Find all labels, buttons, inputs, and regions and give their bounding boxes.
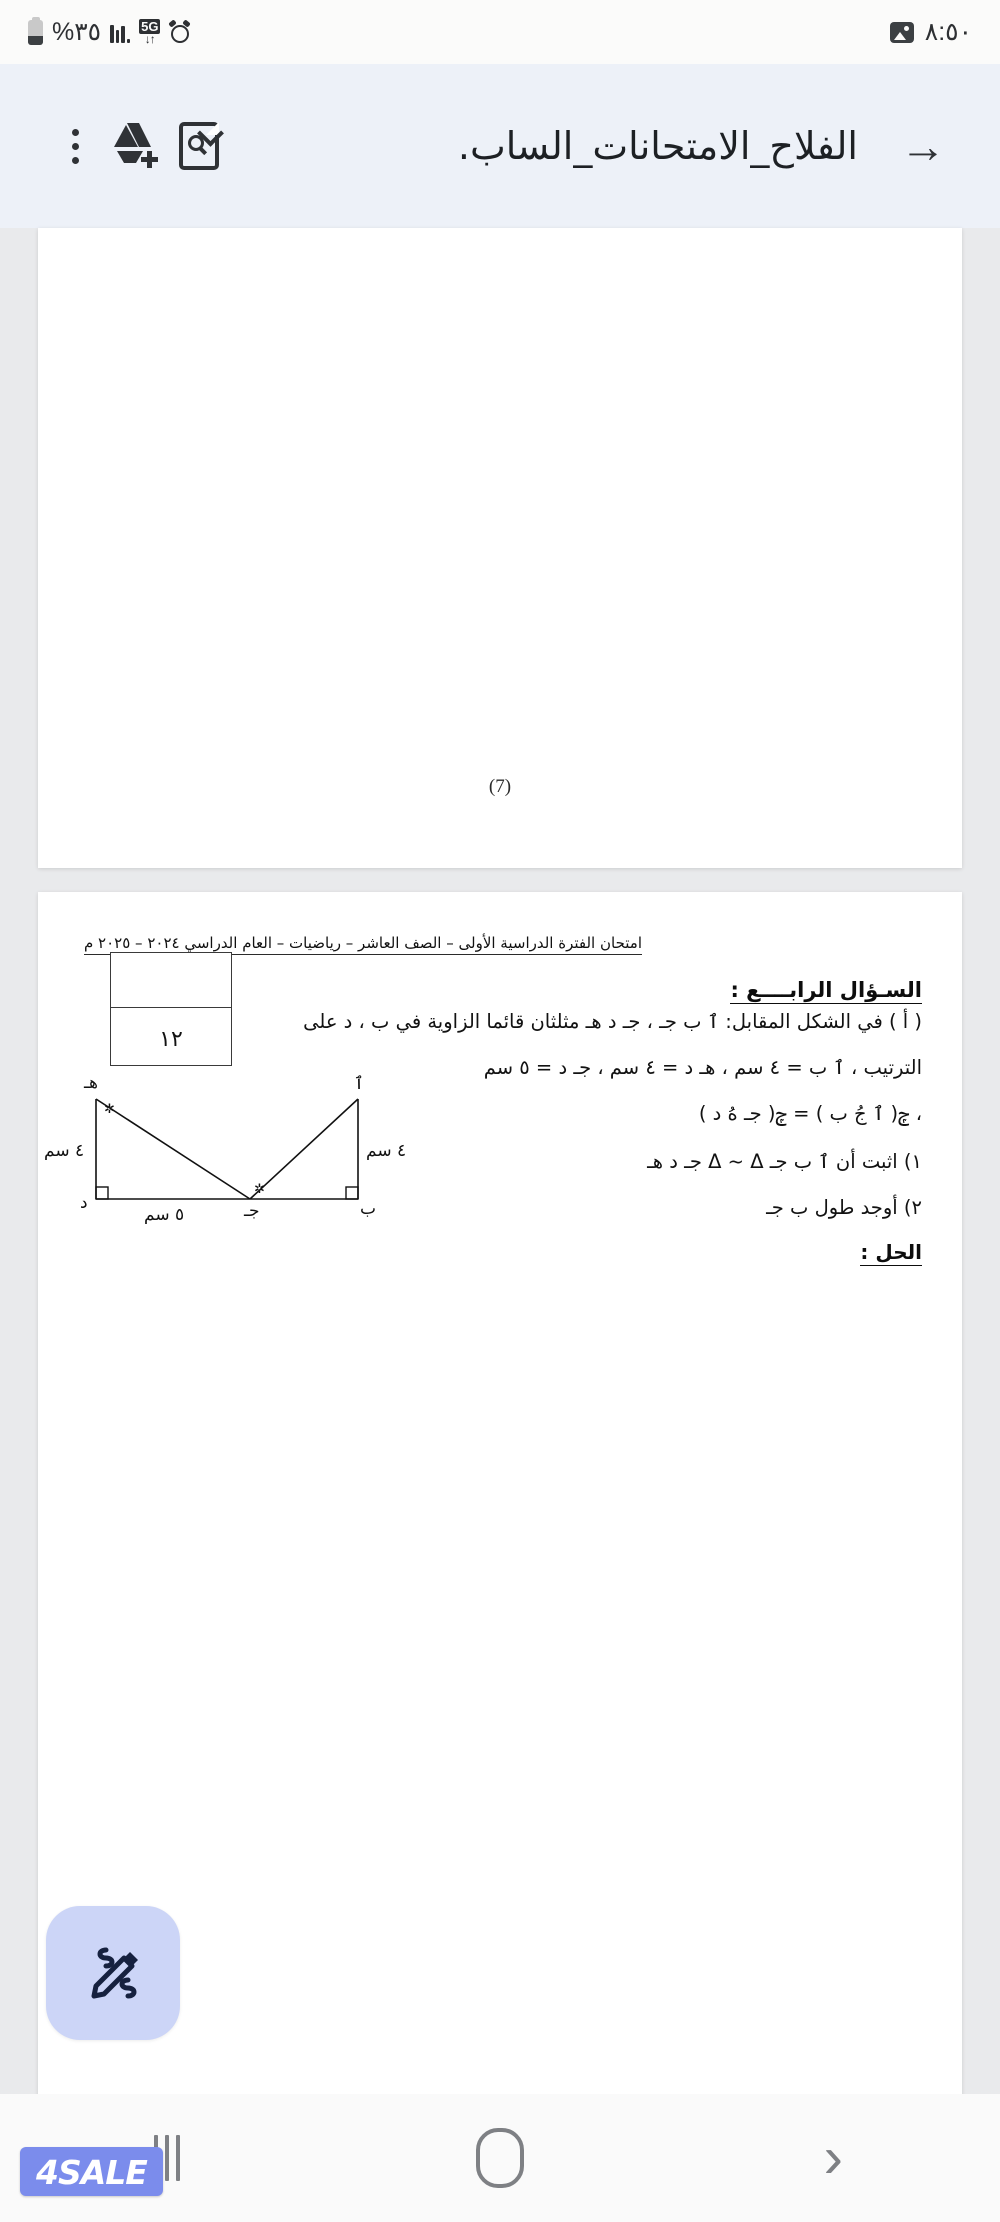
status-bar-left-group	[28, 17, 190, 47]
home-icon	[476, 2128, 524, 2188]
signal-bars-icon	[110, 21, 130, 43]
question-line-sub2: ٢) أوجد طول ب جـ	[766, 1196, 922, 1219]
question-line-sub1: ١) اثبت أن ٱ ب جـ Δ ~ Δ جـ د هـ	[647, 1150, 922, 1173]
figure-side-bottom: ٥ سم	[144, 1205, 185, 1225]
mark-box-value: ١٢	[159, 1026, 183, 1052]
figure-label-dal: د	[80, 1193, 88, 1213]
figure-side-left: ٤ سم	[44, 1141, 85, 1161]
mark-box	[110, 952, 232, 1066]
battery-icon	[28, 20, 43, 45]
alarm-clock-icon	[169, 22, 190, 43]
data-transfer-arrows-icon: ↓↑	[144, 32, 155, 47]
geometry-figure	[44, 1073, 428, 1227]
exam-header-line: امتحان الفترة الدراسية الأولى – الصف العاشر – رياضيات – العام الدراسي ٢٠٢٤ – ٢٠٢٥ م	[84, 934, 642, 955]
status-bar	[0, 0, 1000, 64]
question-line-a1: ( أ ) في الشكل المقابل: ٱ ب جـ ، جـ د هـ مثلثان قائما الزاوية في ب ، د على	[303, 1010, 922, 1033]
document-search-icon	[179, 122, 219, 170]
status-bar-right-group	[890, 17, 972, 47]
svg-text:✲: ✲	[104, 1101, 115, 1116]
document-title: الفلاح_الامتحانات_الساب.	[457, 124, 858, 168]
app-bar	[0, 64, 1000, 228]
document-page-previous[interactable]	[38, 228, 962, 868]
page-number-previous: (7)	[488, 776, 512, 797]
figure-label-alef: ٱ	[354, 1074, 364, 1094]
svg-text:✲: ✲	[254, 1181, 265, 1196]
back-button[interactable]	[892, 115, 954, 177]
figure-label-ha: هـ	[84, 1073, 98, 1093]
watermark-badge: 4SALE	[20, 2147, 163, 2196]
annotate-pencil-icon	[82, 1940, 144, 2007]
annotate-fab[interactable]	[46, 1906, 180, 2040]
document-scroll-area[interactable]	[0, 228, 1000, 2094]
drive-add-icon	[109, 121, 165, 171]
battery-percent-label: %٣٥	[52, 18, 102, 46]
solution-label: الحل :	[860, 1240, 922, 1264]
back-icon: ›	[823, 2125, 843, 2190]
more-options-button[interactable]	[44, 115, 106, 177]
question-line-a2: الترتيب ، ٱ ب = ٤ سم ، هـ د = ٤ سم ، جـ د = ٥ سم	[483, 1056, 922, 1079]
clock-label: ٨:٥٠	[924, 18, 972, 46]
image-gallery-icon	[890, 22, 914, 43]
question-heading: السـؤال الرابــــع :	[730, 978, 922, 1002]
document-search-button[interactable]	[168, 115, 230, 177]
mark-box-divider	[111, 1007, 231, 1008]
more-options-icon-dot3	[72, 157, 79, 164]
back-nav-button[interactable]	[773, 2118, 893, 2198]
drive-add-button[interactable]	[106, 115, 168, 177]
network-type-label: 5G	[141, 18, 159, 34]
question-line-a3: ، ݼ( ٱ جُ ب ) = ݼ( جـ هُ د )	[698, 1102, 922, 1125]
figure-label-ba: ب	[360, 1199, 377, 1219]
more-options-icon	[72, 129, 79, 136]
network-type-icon	[139, 19, 160, 46]
figure-label-jeem: جـ	[244, 1201, 260, 1221]
more-options-icon-dot2	[72, 143, 79, 150]
figure-side-right: ٤ سم	[366, 1141, 407, 1161]
arrow-right-icon: →	[900, 120, 946, 172]
home-button[interactable]	[440, 2118, 560, 2198]
